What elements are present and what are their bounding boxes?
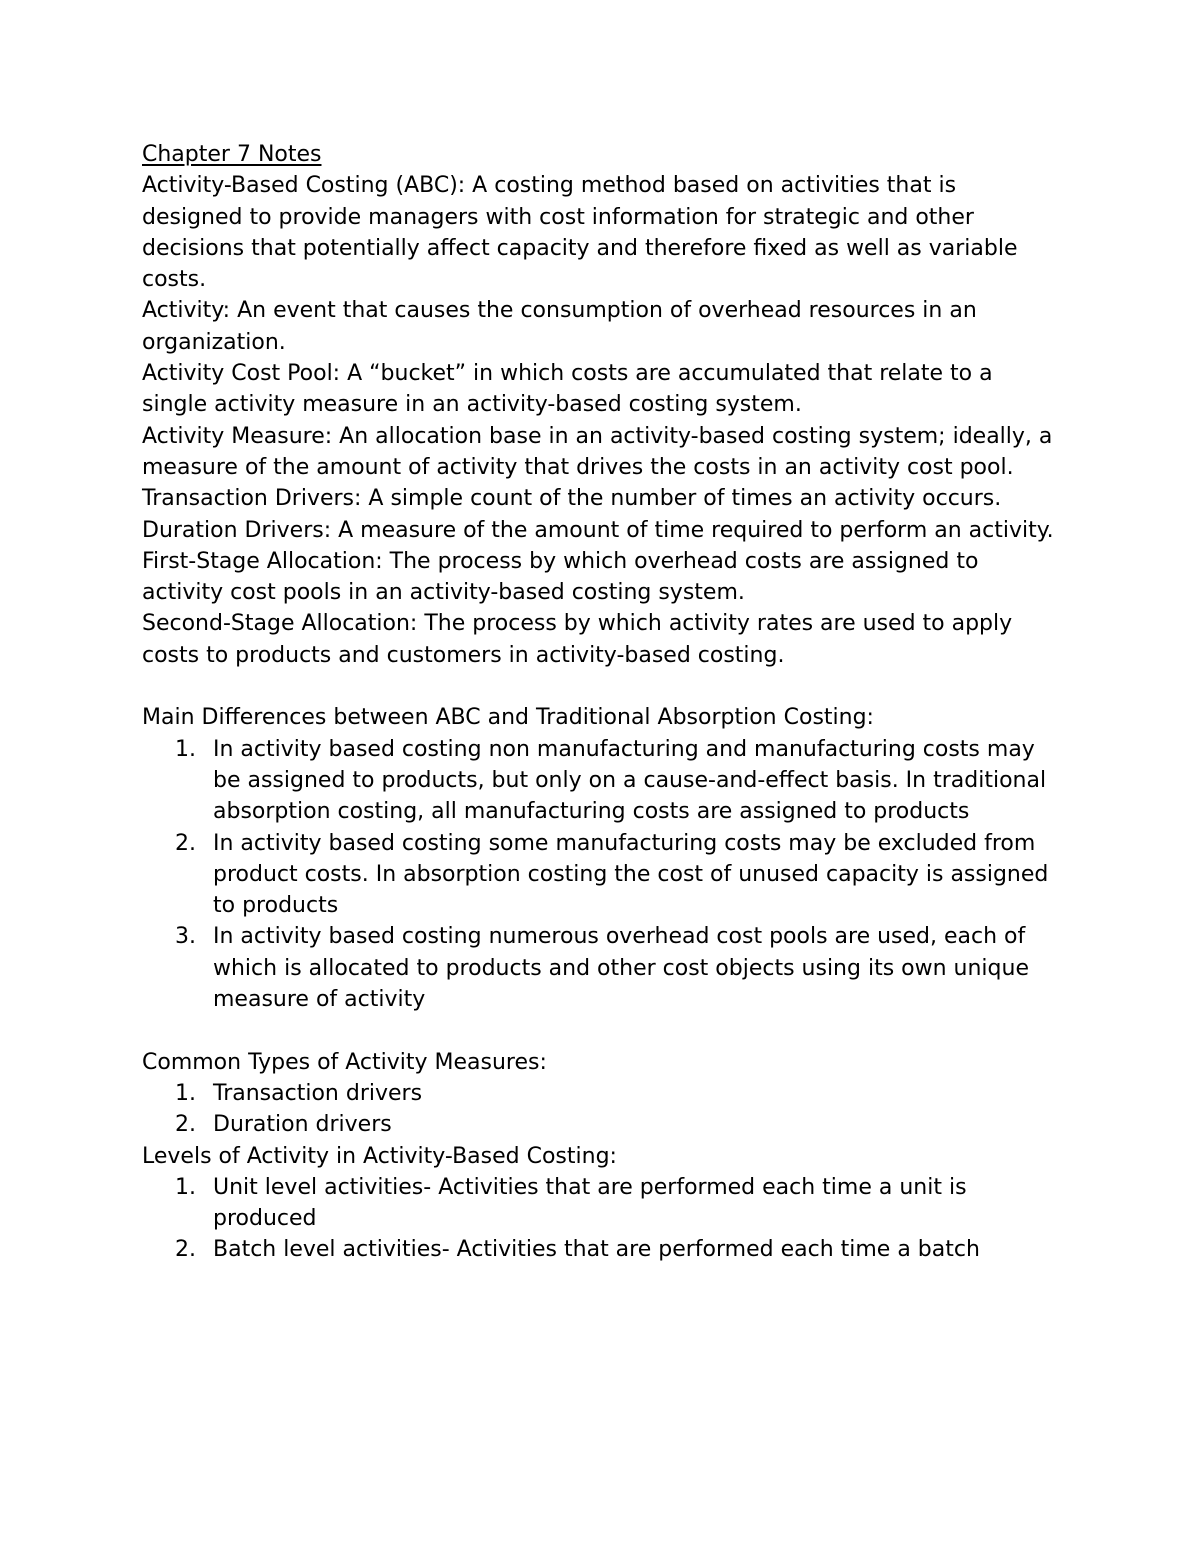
- list-item-text: In activity based costing numerous overhead cost pools are used, each of which is allocated to products and other cost objects using its own unique measure of activity: [213, 924, 1029, 1013]
- list-item: [142, 734, 1062, 828]
- list-item: [142, 1234, 1062, 1265]
- definition-activity: Activity: An event that causes the consumption of overhead resources in an organization.: [142, 298, 977, 355]
- list-item-text: Batch level activities- Activities that are performed each time a batch: [213, 1237, 980, 1263]
- differences-list: [142, 734, 1062, 1016]
- list-item: [142, 921, 1062, 1015]
- list-item-text: Duration drivers: [213, 1112, 392, 1138]
- definition-activity-measure: Activity Measure: An allocation base in an activity-based costing system; ideally, a measure of the amount of activity that drives the costs in an activity cost pool.: [142, 423, 1053, 480]
- measures-list: [142, 1078, 1062, 1141]
- list-number: 2.: [175, 1237, 196, 1263]
- blank-line: [142, 1015, 1062, 1046]
- definition-duration-drivers: Duration Drivers: A measure of the amount of time required to perform an activity.: [142, 517, 1054, 543]
- list-item-text: Unit level activities- Activities that are performed each time a unit is produced: [213, 1174, 967, 1232]
- blank-line: [142, 671, 1062, 702]
- list-item: [142, 1109, 1062, 1140]
- list-item: [142, 1172, 1062, 1235]
- list-number: 1.: [175, 1080, 196, 1106]
- list-number: 1.: [175, 1174, 196, 1200]
- list-item: [142, 828, 1062, 922]
- definition-abc: Activity-Based Costing (ABC): A costing method based on activities that is designed to provide managers with cost information for strategic and other decisions that potentially affect capacity and therefore fixed as well as variable costs.: [142, 173, 1018, 293]
- list-number: 2.: [175, 830, 196, 856]
- definition-activity-cost-pool: Activity Cost Pool: A “bucket” in which costs are accumulated that relate to a single activity measure in an activity-based costing system.: [142, 361, 993, 418]
- document-page: [142, 139, 1062, 1266]
- definition-second-stage-allocation: Second-Stage Allocation: The process by which activity rates are used to apply costs to products and customers in activity-based costing.: [142, 611, 1013, 668]
- list-item-text: In activity based costing some manufacturing costs may be excluded from product costs. In absorption costing the cost of unused capacity is assigned to products: [213, 830, 1049, 919]
- differences-heading: Main Differences between ABC and Traditional Absorption Costing:: [142, 705, 874, 731]
- levels-heading: Levels of Activity in Activity-Based Costing:: [142, 1143, 617, 1169]
- definition-transaction-drivers: Transaction Drivers: A simple count of the number of times an activity occurs.: [142, 486, 1002, 512]
- definition-first-stage-allocation: First-Stage Allocation: The process by which overhead costs are assigned to activity cost pools in an activity-based costing system.: [142, 548, 979, 606]
- list-number: 3.: [175, 924, 196, 950]
- levels-list: [142, 1172, 1062, 1266]
- list-number: 2.: [175, 1112, 196, 1138]
- measures-heading: Common Types of Activity Measures:: [142, 1049, 547, 1075]
- document-title: Chapter 7 Notes: [142, 142, 322, 167]
- list-item-text: Transaction drivers: [213, 1080, 423, 1106]
- list-item-text: In activity based costing non manufacturing and manufacturing costs may be assigned to products, but only on a cause-and-effect basis. In traditional absorption costing, all manufacturing costs are assigned to products: [213, 736, 1047, 825]
- list-item: [142, 1078, 1062, 1109]
- list-number: 1.: [175, 736, 196, 762]
